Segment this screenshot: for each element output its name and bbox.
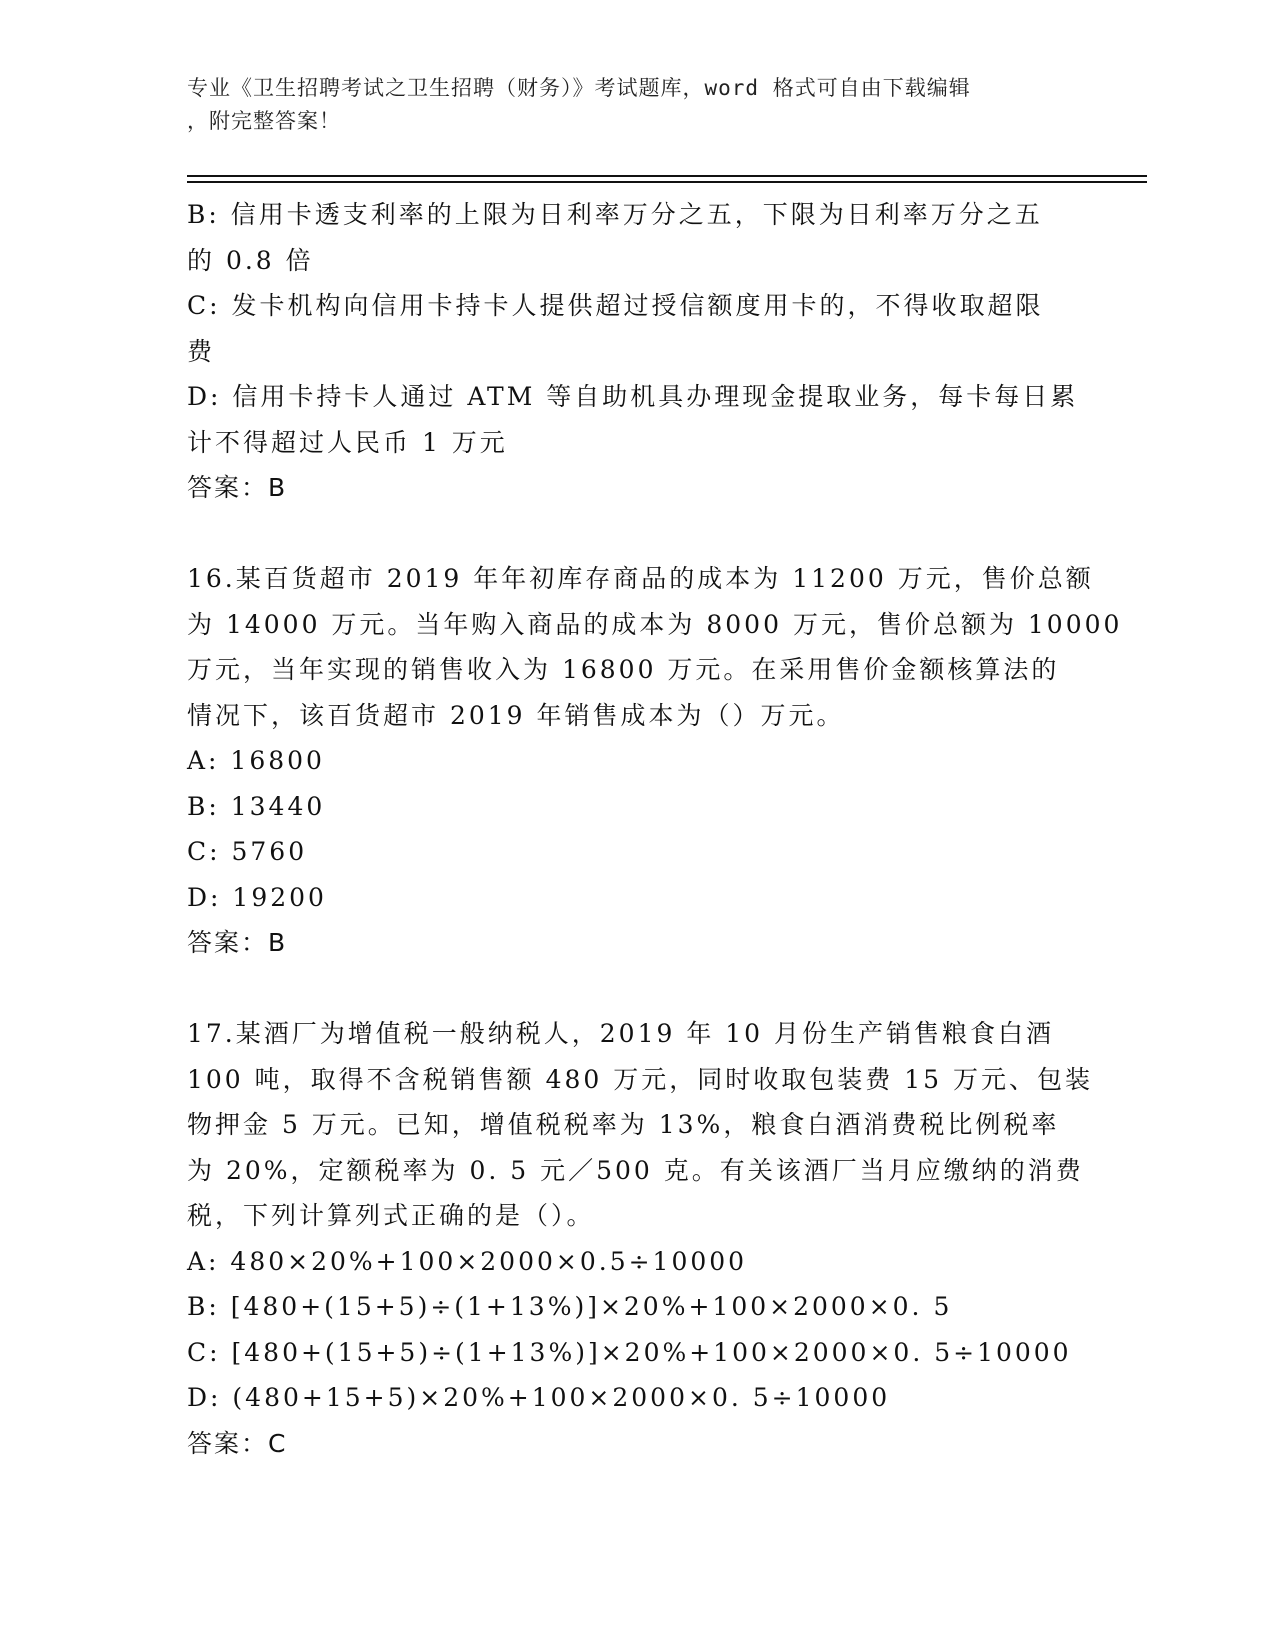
question-17 xyxy=(187,1011,1093,1466)
q17-option-c: C: [480+(15+5)÷(1+13%)]×20%+100×2000×0. 5÷10000 xyxy=(187,1337,1072,1367)
q16-option-b: B: 13440 xyxy=(187,791,326,821)
document-header xyxy=(187,72,1067,138)
q16-stem-line3: 万元，当年实现的销售收入为 16800 万元。在采用售价金额核算法的 xyxy=(187,655,1060,684)
header-divider-bottom xyxy=(187,181,1147,183)
q16-option-d: D: 19200 xyxy=(187,882,327,912)
q15-option-b-line1: B: 信用卡透支利率的上限为日利率万分之五，下限为日利率万分之五 xyxy=(187,200,1043,229)
q16-answer: 答案：B xyxy=(187,928,288,957)
header-line-2: ，附完整答案！ xyxy=(187,109,341,133)
header-line-1: 专业《卫生招聘考试之卫生招聘（财务）》考试题库，word 格式可自由下载编辑 xyxy=(187,76,971,100)
q16-stem-line4: 情况下，该百货超市 2019 年销售成本为（）万元。 xyxy=(187,700,845,730)
q15-option-d-line1: D: 信用卡持卡人通过 ATM 等自助机具办理现金提取业务，每卡每日累 xyxy=(187,382,1079,411)
question-15-continued xyxy=(187,192,1087,511)
header-divider-top xyxy=(187,175,1147,177)
q16-option-c: C: 5760 xyxy=(187,837,308,866)
question-16 xyxy=(187,556,1123,966)
q16-stem-line1: 16.某百货超市 2019 年年初库存商品的成本为 11200 万元，售价总额 xyxy=(187,564,1094,593)
q17-stem-line3: 物押金 5 万元。已知，增值税税率为 13%，粮食白酒消费税比例税率 xyxy=(187,1110,1060,1139)
q15-option-d-line2: 计不得超过人民币 1 万元 xyxy=(187,427,508,457)
q17-option-d: D: (480+15+5)×20%+100×2000×0. 5÷10000 xyxy=(187,1383,891,1412)
q15-answer: 答案：B xyxy=(187,473,288,502)
document-body xyxy=(187,192,1123,1466)
q17-stem-line2: 100 吨，取得不含税销售额 480 万元，同时收取包装费 15 万元、包装 xyxy=(187,1064,1093,1094)
spacer xyxy=(187,966,1087,1012)
q16-option-a: A: 16800 xyxy=(187,746,325,775)
q17-stem-line5: 税，下列计算列式正确的是（）。 xyxy=(187,1201,595,1230)
q17-option-a: A: 480×20%+100×2000×0.5÷10000 xyxy=(187,1246,748,1276)
q17-stem-line4: 为 20%，定额税率为 0. 5 元／500 克。有关该酒厂当月应缴纳的消费 xyxy=(187,1155,1084,1185)
q17-stem-line1: 17.某酒厂为增值税一般纳税人，2019 年 10 月份生产销售粮食白酒 xyxy=(187,1019,1055,1048)
q17-answer: 答案：C xyxy=(187,1428,288,1458)
q15-option-c-line1: C: 发卡机构向信用卡持卡人提供超过授信额度用卡的，不得收取超限 xyxy=(187,291,1044,320)
q15-option-c-line2: 费 xyxy=(187,336,216,366)
q15-option-b-line2: 的 0.8 倍 xyxy=(187,245,314,275)
q17-option-b: B: [480+(15+5)÷(1+13%)]×20%+100×2000×0. 5 xyxy=(187,1292,953,1321)
q16-stem-line2: 为 14000 万元。当年购入商品的成本为 8000 万元，售价总额为 10000 xyxy=(187,609,1123,639)
spacer xyxy=(187,511,1087,557)
